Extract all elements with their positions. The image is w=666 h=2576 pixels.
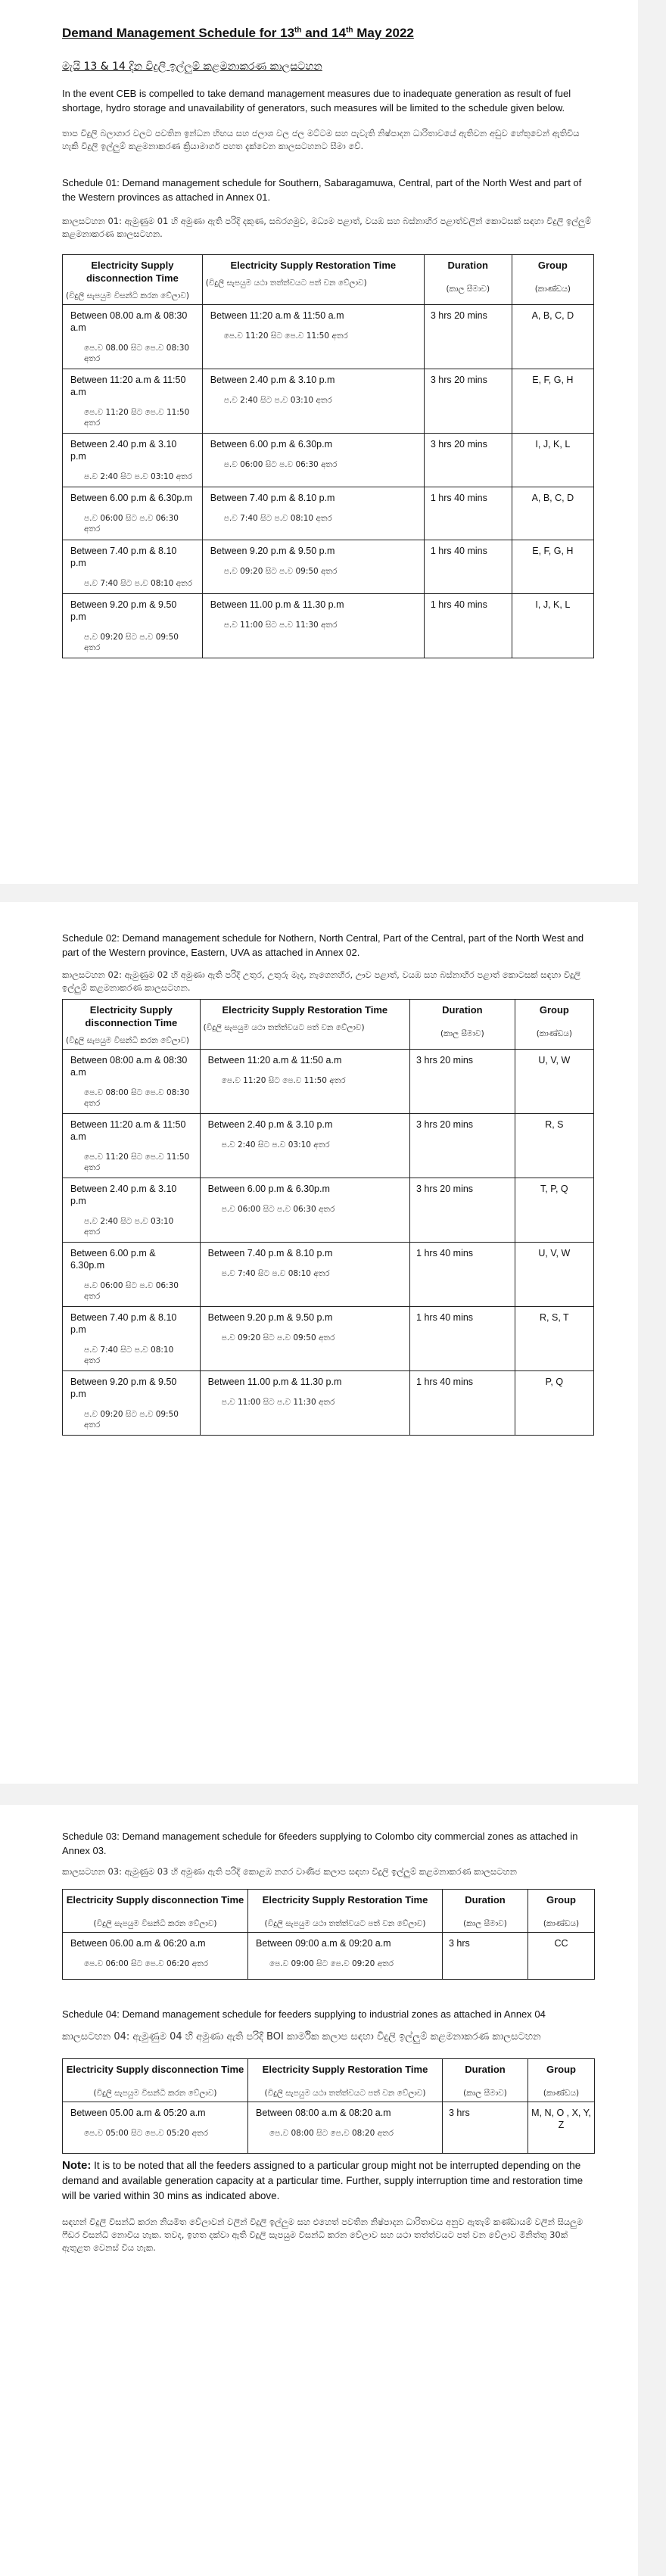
time-text-sinhala: පෙ.ව 11:20 සිට පෙ.ව 11:50 අතර [221,1076,346,1085]
schedule-3-rows [63,1933,595,1980]
time-text-sinhala: ප.ව 11:00 සිට ප.ව 11:30 අතර [223,621,338,630]
group-cell [512,434,593,487]
schedule-3-table [62,1889,595,1980]
cell-text: Between 7.40 p.m & 8.10 p.m [207,1248,333,1258]
table-row [63,434,594,487]
table-header-row [63,2059,595,2102]
table-row [63,1371,594,1436]
group-cell [528,1933,595,1980]
cell-text: Between 2.40 p.m & 3.10 p.m [207,1119,333,1130]
table-header-row [63,1000,594,1050]
cell-text: Between 08:00 a.m & 08:30 a.m [70,1055,188,1078]
table-row [63,1178,594,1243]
cell-text: Between 7.40 p.m & 8.10 p.m [210,493,335,503]
table-row [63,2102,595,2154]
cell-text: Between 08.00 a.m & 08:30 a.m [70,310,188,333]
cell-text: 3 hrs [449,1938,470,1949]
note-paragraph [62,2158,594,2204]
table-row [63,594,594,658]
schedule-1-heading-sinhala: කාලසටහන 01: ඇමුණුම 01 හි අමුණා ඇති පරිදි දකුණ, සබරගමුව, මධ්‍යම පළාත්, වයඹ සහ බස්නාහිර පළාත්වලින් කොටසක් සඳහා විදුලි ඉල්ලුම් කළමනාකරණ කාලසටහන. [62,216,592,239]
cell-text: 1 hrs 40 mins [416,1377,474,1387]
group-cell [528,2102,595,2154]
group-cell [512,369,593,434]
note-sinhala: සඳහන් විදුලි විසන්ධි කරන නියමිත වේලාවන් වලින් විදුලි ඉල්ලුම සහ එහෙත් පවතින නිෂ්පාදන ධාරිතාවය අනුව ඇතැම් කණ්ඩායම් වලින් සියලුම ෆීඩර විසන්ධි නොවිය හැක. තවද, ඉහත දක්වා ඇති විදුලි සැපයුම විසන්ධි කරන වේලාව සහ යථා තත්ත්වයට පත් වන වේලාව මිනිත්තු 30ක් ඇතුළත වෙනස් විය හැක. [62,2217,584,2253]
restoration-time-cell [200,1178,409,1243]
disconnection-time-cell [63,594,203,658]
restoration-time-cell [202,369,424,434]
col-restoration-header: Electricity Supply Restoration Time (විදුලි සැපයුම යථා තත්ත්වයට පත් වන වේලාව) [202,255,424,305]
time-text-sinhala: පෙ.ව 08.00 සිට පෙ.ව 08:30 අතර [84,344,190,363]
restoration-time-cell [202,305,424,369]
col-disconnection-header: Electricity Supply disconnection Time (විදුලි සැපයුම විසන්ධි කරන වේලාව) [63,1890,248,1933]
schedule-1-heading: Schedule 01: Demand management schedule for Southern, Sabaragamuwa, Central, part of the North West and part of the Western provinces as attached in Annex 01. [62,177,582,203]
document-page-1 [0,0,638,884]
intro-english: In the event CEB is compelled to take demand management measures due to inadequate generation as result of fuel shortage, hydro storage and unavailability of generators, such measures will be limited to the schedule given below. [62,88,571,114]
time-text-sinhala: ප.ව 09:20 සිට ප.ව 09:50 අතර [84,633,179,652]
cell-text: Between 08:00 a.m & 08:20 a.m [256,2108,391,2118]
cell-text: P, Q [545,1377,564,1387]
time-text-sinhala: පෙ.ව 05:00 සිට පෙ.ව 05:20 අතර [84,2129,208,2138]
cell-text: Between 7.40 p.m & 8.10 p.m [70,546,177,568]
cell-text: 1 hrs 40 mins [430,599,487,610]
time-text-sinhala: ප.ව 06:00 සිට ප.ව 06:30 අතර [223,460,338,469]
restoration-time-cell [202,540,424,594]
time-text-sinhala: ප.ව 7:40 සිට ප.ව 08:10 අතර [223,514,332,523]
schedule-2-table [62,999,594,1436]
cell-text: Between 2.40 p.m & 3.10 p.m [70,439,177,462]
group-cell [512,594,593,658]
cell-text: 3 hrs 20 mins [416,1119,474,1130]
cell-text: 1 hrs 40 mins [430,546,487,556]
col-disconnection-header: Electricity Supply disconnection Time (විදුලි සැපයුම විසන්ධි කරන වේලාව) [63,255,203,305]
disconnection-time-cell [63,1371,201,1436]
time-text-sinhala: ප.ව 06:00 සිට ප.ව 06:30 අතර [84,514,179,534]
schedule-2-heading: Schedule 02: Demand management schedule for Nothern, North Central, Part of the Central, part of the North West and part of the Western province, Eastern, UVA as attached in Annex 02. [62,932,584,958]
table-header-row [63,255,594,305]
sinhala-title: මැයි 13 & 14 දින විදුලි ඉල්ලුම් කළමනාකරණ කාලසටහන [62,61,322,73]
cell-text: Between 6.00 p.m & 6.30p.m [70,1248,156,1271]
duration-cell [424,369,512,434]
schedule-3-heading-sinhala: කාලසටහන 03: ඇමුණුම 03 හි අමුණා ඇති පරිදි කොළඹ නගර වාණිජ කලාප සඳහා විදුලි ඉල්ලුම් කළමනාකරණ කාලසටහන [62,1866,517,1877]
disconnection-time-cell [63,434,203,487]
restoration-time-cell [200,1307,409,1371]
note-text: It is to be noted that all the feeders assigned to a particular group might not be interrupted depending on the demand and available generation capacity at a particular time. Further, supply interruption time and restoration time will be varied within 30 mins as indicated above. [62,2160,584,2201]
time-text-sinhala: ප.ව 7:40 සිට ප.ව 08:10 අතර [84,579,192,588]
cell-text: I, J, K, L [535,439,571,450]
table-row [63,1050,594,1114]
cell-text: Between 6.00 p.m & 6.30p.m [210,439,332,450]
schedule-2-rows [63,1050,594,1436]
disconnection-time-cell [63,487,203,540]
schedule-4-heading-sinhala: කාලසටහන 04: ඇමුණුම 04 හි අමුණා ඇති පරිදි BOI කාර්මික කලාප සඳහා විදුලි ඉල්ලුම් කළමනාකරණ කාලසටහන [62,2031,541,2042]
col-duration-header: Duration (කාල සීමාව) [424,255,512,305]
col-restoration-header: Electricity Supply Restoration Time (විදුලි සැපයුම යථා තත්ත්වයට පත් වන වේලාව) [200,1000,409,1050]
cell-text: U, V, W [538,1248,571,1258]
cell-text: Between 9.20 p.m & 9.50 p.m [70,599,177,622]
time-text-sinhala: ප.ව 09:20 සිට ප.ව 09:50 අතර [221,1333,335,1342]
restoration-time-cell [248,2102,443,2154]
table-row [63,487,594,540]
cell-text: CC [554,1938,568,1949]
duration-cell [424,487,512,540]
group-cell [515,1114,593,1178]
page-title: Demand Management Schedule for 13th and 14th May 2022 [62,26,414,40]
duration-cell [410,1050,515,1114]
disconnection-time-cell [63,1050,201,1114]
cell-text: R, S [545,1119,564,1130]
cell-text: 3 hrs [449,2108,470,2118]
table-header-row [63,1890,595,1933]
schedule-1-rows [63,305,594,658]
duration-cell [424,594,512,658]
cell-text: A, B, C, D [531,310,574,321]
cell-text: Between 7.40 p.m & 8.10 p.m [70,1312,177,1335]
cell-text: 3 hrs 20 mins [430,375,487,385]
col-group-header: Group (කාණ්ඩය) [515,1000,593,1050]
page-1-content [62,26,594,658]
duration-cell [424,540,512,594]
time-text-sinhala: පෙ.ව 11:20 සිට පෙ.ව 11:50 අතර [223,331,348,341]
col-restoration-header: Electricity Supply Restoration Time (විදුලි සැපයුම යථා තත්ත්වයට පත් වන වේලාව) [248,1890,443,1933]
time-text-sinhala: පෙ.ව 09:00 සිට පෙ.ව 09:20 අතර [269,1959,394,1968]
restoration-time-cell [200,1114,409,1178]
col-restoration-header: Electricity Supply Restoration Time (විදුලි සැපයුම යථා තත්ත්වයට පත් වන වේලාව) [248,2059,443,2102]
time-text-sinhala: ප.ව 2:40 සිට ප.ව 03:10 අතර [84,472,192,481]
col-duration-header: Duration (කාල සීමාව) [410,1000,515,1050]
cell-text: Between 11:20 a.m & 11:50 a.m [70,375,186,397]
cell-text: Between 9.20 p.m & 9.50 p.m [70,1377,177,1399]
cell-text: Between 2.40 p.m & 3.10 p.m [210,375,335,385]
group-cell [512,540,593,594]
time-text-sinhala: පෙ.ව 08:00 සිට පෙ.ව 08:20 අතර [269,2129,394,2138]
cell-text: E, F, G, H [532,375,574,385]
document-page-3 [0,1805,638,2576]
cell-text: M, N, O , X, Y, Z [531,2108,591,2130]
document-page-2 [0,902,638,1784]
group-cell [512,305,593,369]
cell-text: Between 6.00 p.m & 6.30p.m [207,1184,330,1194]
cell-text: Between 09:00 a.m & 09:20 a.m [256,1938,391,1949]
cell-text: T, P, Q [540,1184,568,1194]
cell-text: Between 11:20 a.m & 11:50 a.m [210,310,344,321]
schedule-4-rows [63,2102,595,2154]
duration-cell [410,1178,515,1243]
time-text-sinhala: ප.ව 06:00 සිට ප.ව 06:30 අතර [221,1205,335,1214]
cell-text: Between 9.20 p.m & 9.50 p.m [207,1312,333,1323]
cell-text: Between 05.00 a.m & 05:20 a.m [70,2108,206,2118]
restoration-time-cell [202,487,424,540]
note-label: Note: [62,2159,92,2172]
group-cell [512,487,593,540]
schedule-4-table [62,2058,595,2154]
duration-cell [443,2102,528,2154]
page-2-content [62,931,594,1436]
table-row [63,369,594,434]
disconnection-time-cell [63,305,203,369]
restoration-time-cell [202,594,424,658]
restoration-time-cell [200,1050,409,1114]
intro-sinhala: තාප විදුලි බලාගාර වලට පවතින ඉන්ධන හිඟය සහ ජලාශ වල ජල මට්ටම සහ පැවැති නිෂ්පාදන ධාරිතාවයේ ඇතිවන අඩුව හේතුවෙන් ඇතිවිය හැකි විදුලි ඉල්ලුම් කළමනාකරණ ක්‍රියාමාර්ග පහත දැක්වෙන කාලසටහනට සීමා වේ. [62,128,580,151]
time-text-sinhala: ප.ව 2:40 සිට ප.ව 03:10 අතර [84,1217,174,1237]
cell-text: Between 11:20 a.m & 11:50 a.m [207,1055,342,1066]
duration-cell [410,1243,515,1307]
table-row [63,1307,594,1371]
group-cell [515,1050,593,1114]
cell-text: Between 11.00 p.m & 11.30 p.m [210,599,344,610]
cell-text: 3 hrs 20 mins [416,1184,474,1194]
time-text-sinhala: පෙ.ව 11:20 සිට පෙ.ව 11:50 අතර [84,408,190,428]
restoration-time-cell [200,1243,409,1307]
disconnection-time-cell [63,1307,201,1371]
cell-text: 3 hrs 20 mins [430,439,487,450]
cell-text: Between 06.00 a.m & 06:20 a.m [70,1938,206,1949]
cell-text: Between 6.00 p.m & 6.30p.m [70,493,193,503]
duration-cell [410,1371,515,1436]
schedule-1-table [62,254,594,658]
col-disconnection-header: Electricity Supply disconnection Time (විදුලි සැපයුම විසන්ධි කරන වේලාව) [63,1000,201,1050]
cell-text: A, B, C, D [531,493,574,503]
time-text-sinhala: ප.ව 09:20 සිට ප.ව 09:50 අතර [223,567,338,576]
page-3-content [62,1829,594,2254]
time-text-sinhala: පෙ.ව 08:00 සිට පෙ.ව 08:30 අතර [84,1088,190,1108]
cell-text: 1 hrs 40 mins [416,1312,474,1323]
cell-text: Between 2.40 p.m & 3.10 p.m [70,1184,177,1206]
group-cell [515,1371,593,1436]
cell-text: E, F, G, H [532,546,574,556]
time-text-sinhala: ප.ව 7:40 සිට ප.ව 08:10 අතර [221,1269,330,1278]
disconnection-time-cell [63,1114,201,1178]
duration-cell [410,1114,515,1178]
schedule-3-heading: Schedule 03: Demand management schedule for 6feeders supplying to Colombo city commercial zones as attached in Annex 03. [62,1831,578,1856]
table-row [63,540,594,594]
time-text-sinhala: ප.ව 2:40 සිට ප.ව 03:10 අතර [221,1140,330,1150]
col-group-header: Group (කාණ්ඩය) [528,1890,595,1933]
group-cell [515,1178,593,1243]
time-text-sinhala: ප.ව 09:20 සිට ප.ව 09:50 අතර [84,1410,179,1430]
cell-text: Between 9.20 p.m & 9.50 p.m [210,546,335,556]
disconnection-time-cell [63,2102,248,2154]
cell-text: Between 11:20 a.m & 11:50 a.m [70,1119,186,1142]
time-text-sinhala: පෙ.ව 11:20 සිට පෙ.ව 11:50 අතර [84,1153,190,1172]
col-disconnection-header: Electricity Supply disconnection Time (විදුලි සැපයුම විසන්ධි කරන වේලාව) [63,2059,248,2102]
disconnection-time-cell [63,369,203,434]
schedule-4-heading: Schedule 04: Demand management schedule for feeders supplying to industrial zones as attached in Annex 04 [62,2008,546,2020]
duration-cell [424,305,512,369]
table-row [63,1933,595,1980]
cell-text: 1 hrs 40 mins [416,1248,474,1258]
time-text-sinhala: ප.ව 06:00 සිට ප.ව 06:30 අතර [84,1281,179,1301]
restoration-time-cell [200,1371,409,1436]
cell-text: U, V, W [538,1055,571,1066]
col-group-header: Group (කාණ්ඩය) [512,255,593,305]
restoration-time-cell [202,434,424,487]
time-text-sinhala: පෙ.ව 06:00 සිට පෙ.ව 06:20 අතර [84,1959,208,1968]
cell-text: I, J, K, L [535,599,571,610]
schedule-2-heading-sinhala: කාලසටහන 02: ඇමුණුම 02 හි අමුණා ඇති පරිදි උතුර, උතුරු මැද, නැගෙනහිර, ඌව පළාත්, වයඹ සහ බස්නාහිර පළාත් කොටසක් සඳහා විදුලි ඉල්ලුම් කළමනාකරණ කාලසටහන. [62,969,581,993]
time-text-sinhala: ප.ව 7:40 සිට ප.ව 08:10 අතර [84,1346,174,1365]
group-cell [515,1307,593,1371]
col-group-header: Group (කාණ්ඩය) [528,2059,595,2102]
time-text-sinhala: ප.ව 11:00 සිට ප.ව 11:30 අතර [221,1398,335,1407]
duration-cell [443,1933,528,1980]
duration-cell [424,434,512,487]
disconnection-time-cell [63,540,203,594]
cell-text: 1 hrs 40 mins [430,493,487,503]
time-text-sinhala: ප.ව 2:40 සිට ප.ව 03:10 අතර [223,396,332,405]
duration-cell [410,1307,515,1371]
table-row [63,305,594,369]
cell-text: 3 hrs 20 mins [430,310,487,321]
cell-text: R, S, T [540,1312,569,1323]
table-row [63,1114,594,1178]
table-row [63,1243,594,1307]
disconnection-time-cell [63,1178,201,1243]
disconnection-time-cell [63,1933,248,1980]
disconnection-time-cell [63,1243,201,1307]
group-cell [515,1243,593,1307]
restoration-time-cell [248,1933,443,1980]
cell-text: 3 hrs 20 mins [416,1055,474,1066]
col-duration-header: Duration (කාල සීමාව) [443,1890,528,1933]
col-duration-header: Duration (කාල සීමාව) [443,2059,528,2102]
cell-text: Between 11.00 p.m & 11.30 p.m [207,1377,342,1387]
